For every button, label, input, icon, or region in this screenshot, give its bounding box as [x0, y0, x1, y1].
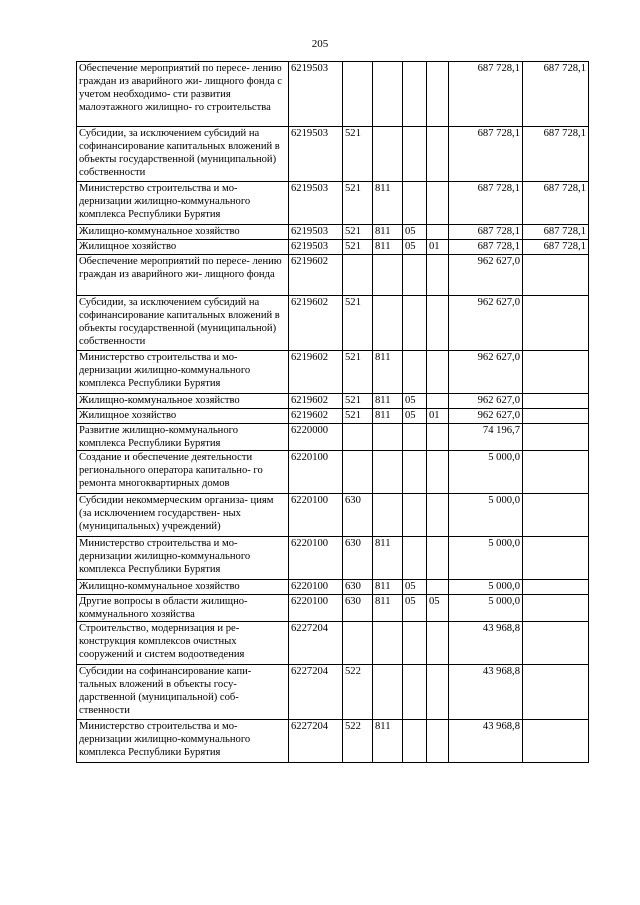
table-row	[77, 451, 589, 494]
amount-year-2	[523, 580, 589, 595]
ministry-code: 811	[373, 394, 403, 409]
expense-type-code: 521	[343, 182, 373, 225]
amount-year-2	[523, 255, 589, 296]
subsection-code	[427, 296, 449, 351]
section-code	[403, 351, 427, 394]
amount-year-2: 687 728,1	[523, 62, 589, 127]
subsection-code: 01	[427, 409, 449, 424]
expense-type-code	[343, 451, 373, 494]
expense-type-code: 630	[343, 494, 373, 537]
amount-year-2	[523, 451, 589, 494]
table-row	[77, 127, 589, 182]
item-name: Создание и обеспечение деятельности регионального оператора капитально- го ремонта многоквартирных домов	[77, 451, 289, 494]
amount-year-1: 962 627,0	[449, 394, 523, 409]
item-name: Министерство строительства и мо- дернизации жилищно-коммунального комплекса Республики Бурятия	[77, 351, 289, 394]
amount-year-1: 687 728,1	[449, 225, 523, 240]
amount-year-2	[523, 537, 589, 580]
amount-year-2	[523, 424, 589, 451]
subsection-code	[427, 537, 449, 580]
item-name: Субсидии на софинансирование капи- тальных вложений в объекты госу- дарственной (муниципальной) соб- ственности	[77, 665, 289, 720]
expense-type-code: 521	[343, 296, 373, 351]
item-name: Субсидии, за исключением субсидий на софинансирование капитальных вложений в объекты государственной (муниципальной) собственности	[77, 127, 289, 182]
subsection-code	[427, 225, 449, 240]
ministry-code: 811	[373, 580, 403, 595]
target-article-code: 6219503	[289, 62, 343, 127]
amount-year-1: 962 627,0	[449, 409, 523, 424]
target-article-code: 6219602	[289, 351, 343, 394]
table-row	[77, 255, 589, 296]
target-article-code: 6220100	[289, 451, 343, 494]
amount-year-2	[523, 595, 589, 622]
section-code: 05	[403, 225, 427, 240]
expense-type-code: 630	[343, 537, 373, 580]
amount-year-2: 687 728,1	[523, 240, 589, 255]
amount-year-1: 962 627,0	[449, 296, 523, 351]
subsection-code: 05	[427, 595, 449, 622]
amount-year-2: 687 728,1	[523, 182, 589, 225]
amount-year-2	[523, 622, 589, 665]
section-code: 05	[403, 580, 427, 595]
amount-year-1: 962 627,0	[449, 255, 523, 296]
ministry-code	[373, 255, 403, 296]
subsection-code	[427, 182, 449, 225]
target-article-code: 6227204	[289, 665, 343, 720]
table-row	[77, 409, 589, 424]
item-name: Субсидии некоммерческим организа- циям (за исключением государствен- ных (муниципальных) учреждений)	[77, 494, 289, 537]
item-name: Министерство строительства и мо- дернизации жилищно-коммунального комплекса Республики Бурятия	[77, 720, 289, 763]
page-number: 205	[311, 38, 329, 50]
subsection-code	[427, 351, 449, 394]
section-code	[403, 255, 427, 296]
ministry-code: 811	[373, 240, 403, 255]
item-name: Другие вопросы в области жилищно- коммунального хозяйства	[77, 595, 289, 622]
target-article-code: 6220100	[289, 595, 343, 622]
section-code: 05	[403, 595, 427, 622]
ministry-code: 811	[373, 595, 403, 622]
item-name: Обеспечение мероприятий по пересе- лению граждан из аварийного жи- лищного фонда	[77, 255, 289, 296]
expense-type-code	[343, 255, 373, 296]
item-name: Жилищно-коммунальное хозяйство	[77, 394, 289, 409]
subsection-code	[427, 451, 449, 494]
target-article-code: 6219503	[289, 182, 343, 225]
table-row	[77, 665, 589, 720]
amount-year-2: 687 728,1	[523, 127, 589, 182]
amount-year-1: 74 196,7	[449, 424, 523, 451]
table-row	[77, 580, 589, 595]
amount-year-1: 962 627,0	[449, 351, 523, 394]
target-article-code: 6219602	[289, 394, 343, 409]
expense-type-code	[343, 424, 373, 451]
ministry-code	[373, 296, 403, 351]
amount-year-2	[523, 494, 589, 537]
amount-year-1: 43 968,8	[449, 665, 523, 720]
ministry-code: 811	[373, 409, 403, 424]
subsection-code	[427, 255, 449, 296]
amount-year-1: 5 000,0	[449, 580, 523, 595]
amount-year-1: 687 728,1	[449, 182, 523, 225]
target-article-code: 6220100	[289, 537, 343, 580]
target-article-code: 6219503	[289, 225, 343, 240]
amount-year-2	[523, 665, 589, 720]
amount-year-1: 43 968,8	[449, 720, 523, 763]
ministry-code	[373, 62, 403, 127]
ministry-code	[373, 424, 403, 451]
expense-type-code: 521	[343, 351, 373, 394]
table-row	[77, 424, 589, 451]
table-body	[77, 62, 589, 763]
target-article-code: 6220100	[289, 494, 343, 537]
ministry-code: 811	[373, 351, 403, 394]
subsection-code	[427, 720, 449, 763]
item-name: Обеспечение мероприятий по пересе- лению граждан из аварийного жи- лищного фонда с учетом необходимо- сти развития малоэтажного жилищно- го строительства	[77, 62, 289, 127]
table-row	[77, 62, 589, 127]
table-row	[77, 494, 589, 537]
subsection-code: 01	[427, 240, 449, 255]
table-row	[77, 296, 589, 351]
expense-type-code	[343, 622, 373, 665]
amount-year-1: 5 000,0	[449, 595, 523, 622]
amount-year-2	[523, 296, 589, 351]
section-code	[403, 494, 427, 537]
target-article-code: 6219602	[289, 409, 343, 424]
target-article-code: 6219503	[289, 127, 343, 182]
budget-table	[76, 61, 589, 763]
target-article-code: 6220000	[289, 424, 343, 451]
amount-year-2	[523, 394, 589, 409]
item-name: Жилищное хозяйство	[77, 240, 289, 255]
section-code	[403, 720, 427, 763]
section-code	[403, 451, 427, 494]
amount-year-1: 5 000,0	[449, 451, 523, 494]
amount-year-1: 687 728,1	[449, 240, 523, 255]
item-name: Развитие жилищно-коммунального комплекса Республики Бурятия	[77, 424, 289, 451]
expense-type-code	[343, 62, 373, 127]
item-name: Жилищное хозяйство	[77, 409, 289, 424]
ministry-code: 811	[373, 182, 403, 225]
target-article-code: 6219602	[289, 255, 343, 296]
section-code: 05	[403, 394, 427, 409]
target-article-code: 6219602	[289, 296, 343, 351]
section-code	[403, 182, 427, 225]
expense-type-code: 522	[343, 720, 373, 763]
expense-type-code: 630	[343, 595, 373, 622]
ministry-code: 811	[373, 720, 403, 763]
table-row	[77, 537, 589, 580]
item-name: Министерство строительства и мо- дернизации жилищно-коммунального комплекса Республики Бурятия	[77, 182, 289, 225]
target-article-code: 6227204	[289, 622, 343, 665]
section-code	[403, 127, 427, 182]
item-name: Жилищно-коммунальное хозяйство	[77, 225, 289, 240]
section-code	[403, 665, 427, 720]
subsection-code	[427, 394, 449, 409]
amount-year-1: 43 968,8	[449, 622, 523, 665]
ministry-code	[373, 665, 403, 720]
item-name: Субсидии, за исключением субсидий на софинансирование капитальных вложений в объекты государственной (муниципальной) собственности	[77, 296, 289, 351]
amount-year-1: 5 000,0	[449, 494, 523, 537]
section-code	[403, 622, 427, 665]
subsection-code	[427, 665, 449, 720]
ministry-code: 811	[373, 225, 403, 240]
ministry-code	[373, 494, 403, 537]
amount-year-2	[523, 351, 589, 394]
target-article-code: 6220100	[289, 580, 343, 595]
target-article-code: 6227204	[289, 720, 343, 763]
amount-year-2: 687 728,1	[523, 225, 589, 240]
ministry-code: 811	[373, 537, 403, 580]
section-code	[403, 424, 427, 451]
expense-type-code: 521	[343, 394, 373, 409]
table-row	[77, 720, 589, 763]
subsection-code	[427, 424, 449, 451]
amount-year-1: 687 728,1	[449, 62, 523, 127]
ministry-code	[373, 451, 403, 494]
subsection-code	[427, 62, 449, 127]
section-code: 05	[403, 409, 427, 424]
amount-year-1: 5 000,0	[449, 537, 523, 580]
table-row	[77, 240, 589, 255]
table-row	[77, 394, 589, 409]
expense-type-code: 521	[343, 225, 373, 240]
item-name: Министерство строительства и мо- дернизации жилищно-коммунального комплекса Республики Бурятия	[77, 537, 289, 580]
item-name: Строительство, модернизация и ре- конструкция комплексов очистных сооружений и систем водоотведения	[77, 622, 289, 665]
amount-year-2	[523, 409, 589, 424]
section-code: 05	[403, 240, 427, 255]
target-article-code: 6219503	[289, 240, 343, 255]
amount-year-1: 687 728,1	[449, 127, 523, 182]
table-row	[77, 182, 589, 225]
amount-year-2	[523, 720, 589, 763]
expense-type-code: 521	[343, 240, 373, 255]
subsection-code	[427, 622, 449, 665]
ministry-code	[373, 127, 403, 182]
subsection-code	[427, 580, 449, 595]
section-code	[403, 62, 427, 127]
subsection-code	[427, 494, 449, 537]
item-name: Жилищно-коммунальное хозяйство	[77, 580, 289, 595]
table-row	[77, 351, 589, 394]
expense-type-code: 630	[343, 580, 373, 595]
section-code	[403, 537, 427, 580]
section-code	[403, 296, 427, 351]
expense-type-code: 522	[343, 665, 373, 720]
table-row	[77, 225, 589, 240]
table-row	[77, 595, 589, 622]
subsection-code	[427, 127, 449, 182]
ministry-code	[373, 622, 403, 665]
table-row	[77, 622, 589, 665]
expense-type-code: 521	[343, 127, 373, 182]
expense-type-code: 521	[343, 409, 373, 424]
